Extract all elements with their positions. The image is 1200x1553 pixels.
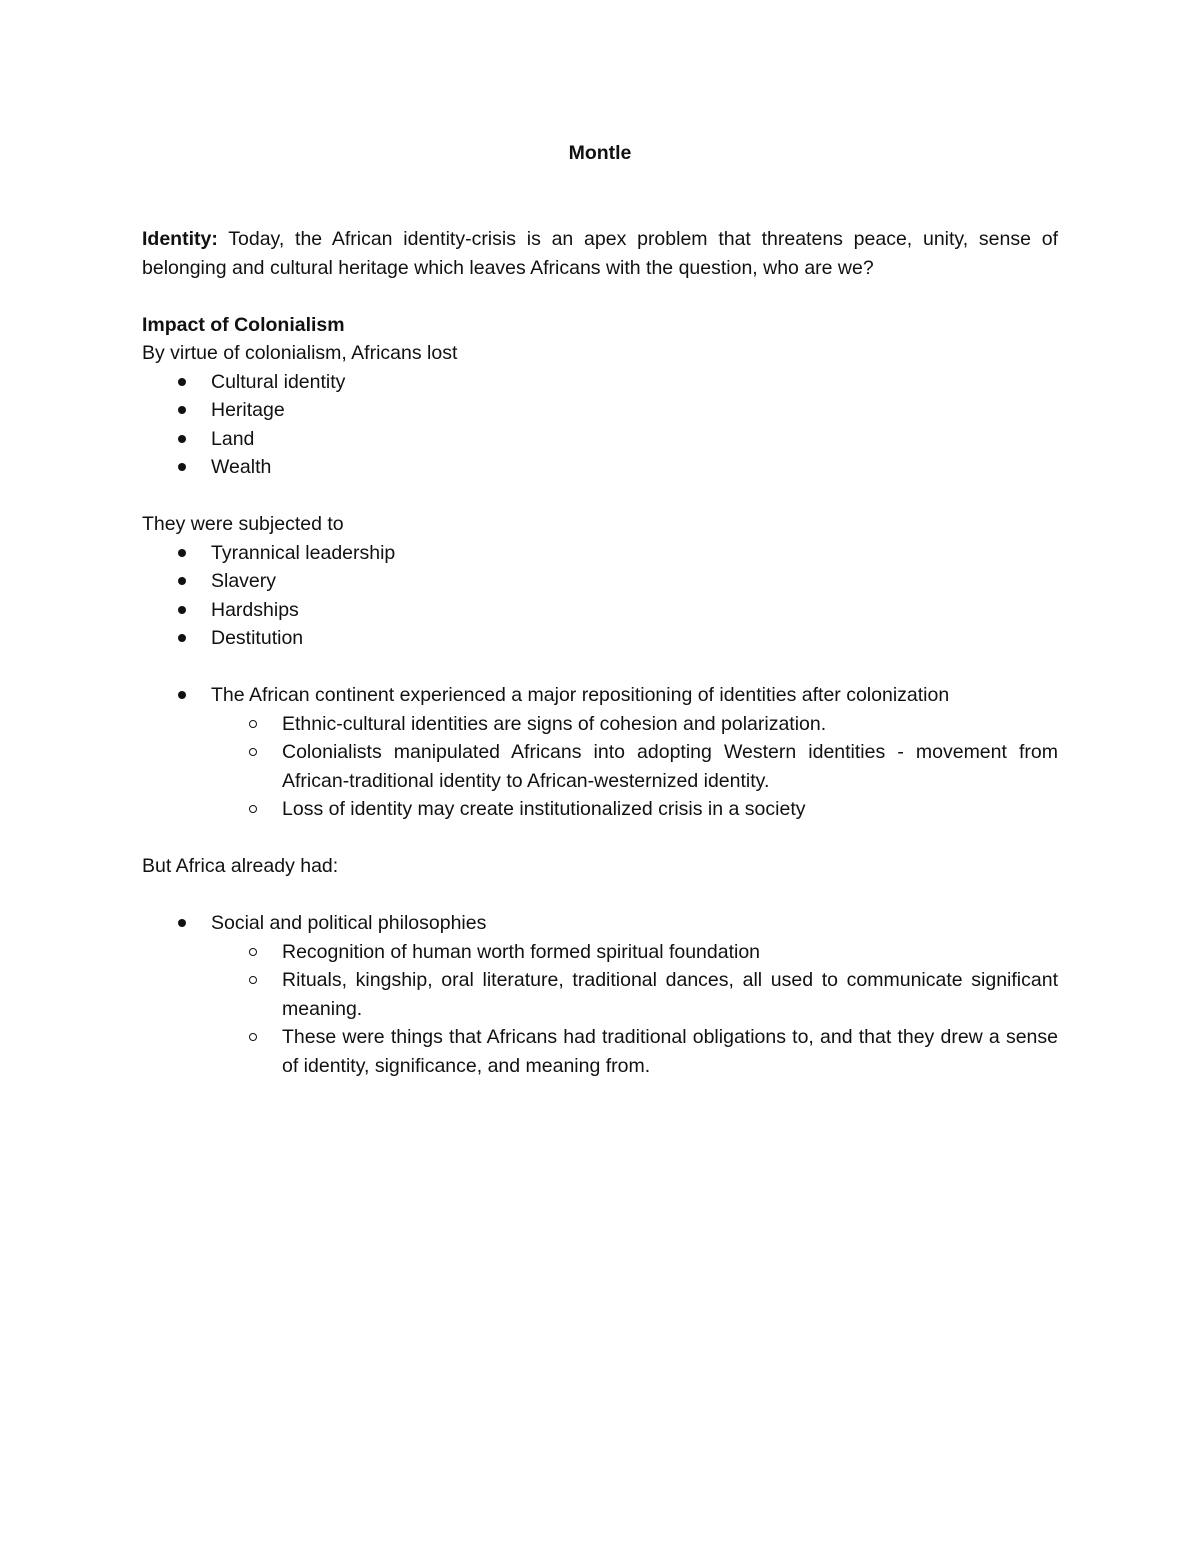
sub-list-item: These were things that Africans had traditional obligations to, and that they drew a sense of identity, significance, and meaning from. — [142, 1023, 1058, 1080]
spacer — [142, 653, 1058, 682]
identity-paragraph — [142, 225, 1058, 282]
list-item: Social and political philosophies — [142, 909, 1058, 938]
repositioning-list — [142, 681, 1058, 824]
bullet-icon — [178, 463, 186, 471]
bullet-icon — [178, 577, 186, 585]
list-item: The African continent experienced a major repositioning of identities after colonization — [142, 681, 1058, 710]
bullet-icon — [178, 919, 186, 927]
list-item: Cultural identity — [142, 368, 1058, 397]
spacer — [142, 282, 1058, 311]
spacer — [142, 168, 1058, 225]
list-item: Destitution — [142, 624, 1058, 653]
sub-list-item: Recognition of human worth formed spiritual foundation — [142, 938, 1058, 967]
sub-list-item: Loss of identity may create institutionalized crisis in a society — [142, 795, 1058, 824]
list-item: Land — [142, 425, 1058, 454]
spacer — [142, 824, 1058, 853]
bullet-icon — [178, 435, 186, 443]
sub-list-item: Ethnic-cultural identities are signs of cohesion and polarization. — [142, 710, 1058, 739]
subjected-list — [142, 539, 1058, 653]
hollow-bullet-icon — [249, 720, 257, 728]
identity-text: Today, the African identity-crisis is an apex problem that threatens peace, unity, sense of belonging and cultural heritage which leaves Africans with the question, who are we? — [142, 228, 1058, 279]
lost-list — [142, 368, 1058, 482]
hollow-bullet-icon — [249, 748, 257, 756]
already-intro: But Africa already had: — [142, 855, 339, 877]
sub-list-item: Rituals, kingship, oral literature, traditional dances, all used to communicate significant meaning. — [142, 966, 1058, 1023]
colonialism-heading: Impact of Colonialism — [142, 313, 345, 336]
hollow-bullet-icon — [249, 1033, 257, 1041]
list-item: Hardships — [142, 596, 1058, 625]
spacer — [142, 881, 1058, 910]
hollow-bullet-icon — [249, 948, 257, 956]
subjected-intro: They were subjected to — [142, 513, 344, 535]
bullet-icon — [178, 606, 186, 614]
hollow-bullet-icon — [249, 976, 257, 984]
bullet-icon — [178, 406, 186, 414]
already-list — [142, 909, 1058, 1080]
bullet-icon — [178, 691, 186, 699]
bullet-icon — [178, 378, 186, 386]
list-item: Wealth — [142, 453, 1058, 482]
document-title: Montle — [568, 142, 632, 164]
identity-label: Identity: — [142, 228, 218, 250]
hollow-bullet-icon — [249, 805, 257, 813]
sub-list-item: Colonialists manipulated Africans into adopting Western identities - movement from African-traditional identity to African-westernized identity. — [142, 738, 1058, 795]
list-item: Heritage — [142, 396, 1058, 425]
list-item: Slavery — [142, 567, 1058, 596]
bullet-icon — [178, 634, 186, 642]
list-item: Tyrannical leadership — [142, 539, 1058, 568]
bullet-icon — [178, 549, 186, 557]
spacer — [142, 482, 1058, 511]
lost-intro: By virtue of colonialism, Africans lost — [142, 342, 458, 364]
document-content — [142, 138, 1058, 1080]
